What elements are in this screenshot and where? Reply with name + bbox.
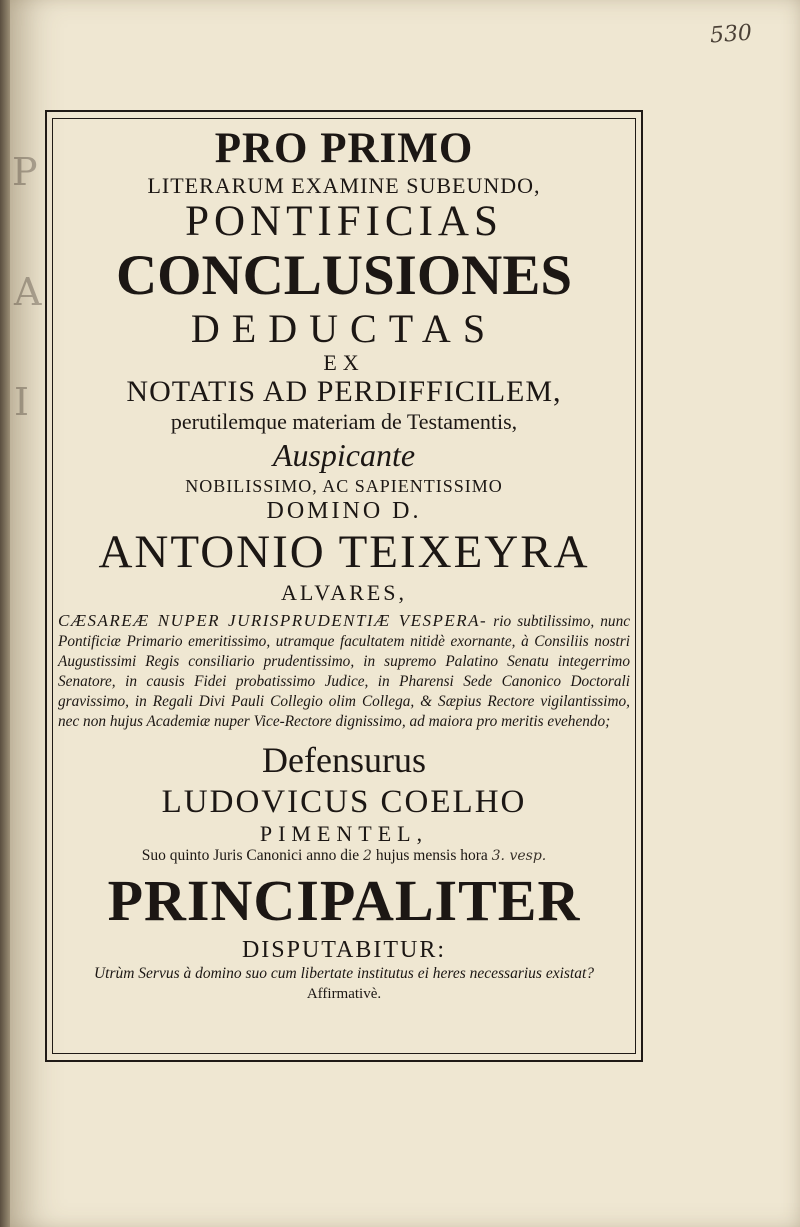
heading-pro-primo: PRO PRIMO xyxy=(214,125,474,172)
honoree-surname: ALVARES, xyxy=(280,580,408,605)
dedication-head: CÆSAREÆ NUPER JURISPRUDENTIÆ VESPERA- xyxy=(58,611,488,630)
heading-conclusiones: CONCLUSIONES xyxy=(115,244,573,307)
title-page-text xyxy=(52,125,636,1004)
dedication-paragraph xyxy=(58,611,630,732)
defensurus-label: Defensurus xyxy=(262,740,426,780)
heading-ex: EX xyxy=(323,350,365,375)
handwritten-hour: 3. vesp. xyxy=(491,848,547,864)
heading-notatis: NOTATIS AD PERDIFFICILEM, xyxy=(126,375,562,408)
bleed-through-letter: I xyxy=(14,380,30,424)
thesis-answer: Affirmativè. xyxy=(306,986,382,1002)
schedule-text-b: hujus mensis hora xyxy=(375,847,488,864)
bleed-through-letter: P xyxy=(12,150,38,194)
heading-auspicante: Auspicante xyxy=(272,437,416,473)
folio-number: 530 xyxy=(709,20,753,49)
heading-domino: DOMINO D. xyxy=(266,498,422,524)
heading-deductas: DEDUCTAS xyxy=(190,306,498,351)
heading-literarum: LITERARUM EXAMINE SUBEUNDO, xyxy=(147,173,541,198)
heading-perutilemque: perutilemque materiam de Testamentis, xyxy=(170,409,518,434)
thesis-question: Utrùm Servus à domino suo cum libertate institutus ei heres necessarius existat? xyxy=(93,965,595,982)
principaliter-heading: PRINCIPALITER xyxy=(107,868,581,933)
heading-nobilissimo: NOBILISSIMO, AC SAPIENTISSIMO xyxy=(185,476,503,496)
bleed-through-letter: A xyxy=(14,270,42,314)
heading-pontificias: PONTIFICIAS xyxy=(185,198,503,245)
honoree-name: ANTONIO TEIXEYRA xyxy=(98,526,590,578)
disputabitur-heading: DISPUTABITUR: xyxy=(241,937,447,963)
dedication-body: rio subtilissimo, nunc Pontificiæ Primario emeritissimo, utramque facultatem nitidè exornante, à Consiliis nostri Augustissimi Regis consiliario prudentissimo, in supremo Palatino Senatu integerrimo Senatore, in causis Fidei probatissimo Judice, in Pharensi Sede Canonico Doctorali gravissimo, in Regali Divi Pauli Collegio olim Collega, & Sæpius Rectore vigilantissimo, nec non hujus Academiæ nuper Vice-Rectore dignissimo, ad maiora pro meritis evehendo; xyxy=(58,613,631,730)
schedule-text-a: Suo quinto Juris Canonici anno die xyxy=(141,847,360,864)
defender-surname: PIMENTEL, xyxy=(259,821,429,846)
defender-name: LUDOVICUS COELHO xyxy=(161,784,527,820)
handwritten-day: 2 xyxy=(363,848,372,864)
defense-schedule xyxy=(52,846,636,866)
